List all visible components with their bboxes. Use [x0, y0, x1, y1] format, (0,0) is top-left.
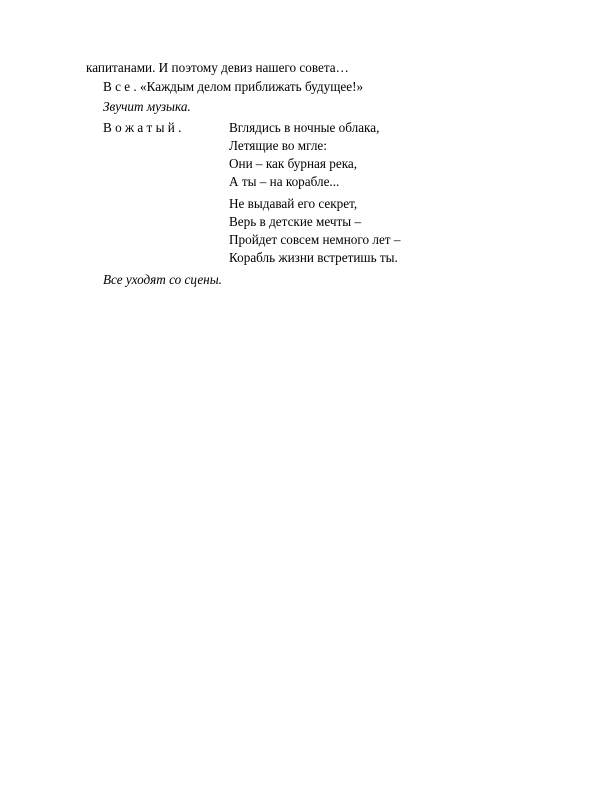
verse-line: Пройдет совсем немного лет – [229, 232, 401, 247]
verse-line: Верь в детские мечты – [229, 214, 362, 229]
verse-line: А ты – на корабле... [229, 174, 340, 189]
verse-line: Они – как бурная река, [229, 156, 358, 171]
verse-line: Вглядись в ночные облака, [229, 120, 380, 135]
verse-line: Не выдавай его секрет, [229, 196, 358, 211]
continuation-line: капитанами. И поэтому девиз нашего совета… [86, 60, 349, 75]
all-replica [103, 79, 363, 95]
speaker-leader: В о ж а т ы й . [103, 120, 182, 135]
verse-line: Корабль жизни встретишь ты. [229, 250, 398, 265]
speaker-all: В с е . [103, 79, 137, 94]
stage-direction-music: Звучит музыка. [103, 99, 191, 114]
verse-line: Летящие во мгле: [229, 138, 327, 153]
replica-all-text: «Каждым делом приближать будущее!» [140, 79, 364, 94]
stage-direction-exit: Все уходят со сцены. [103, 272, 222, 287]
